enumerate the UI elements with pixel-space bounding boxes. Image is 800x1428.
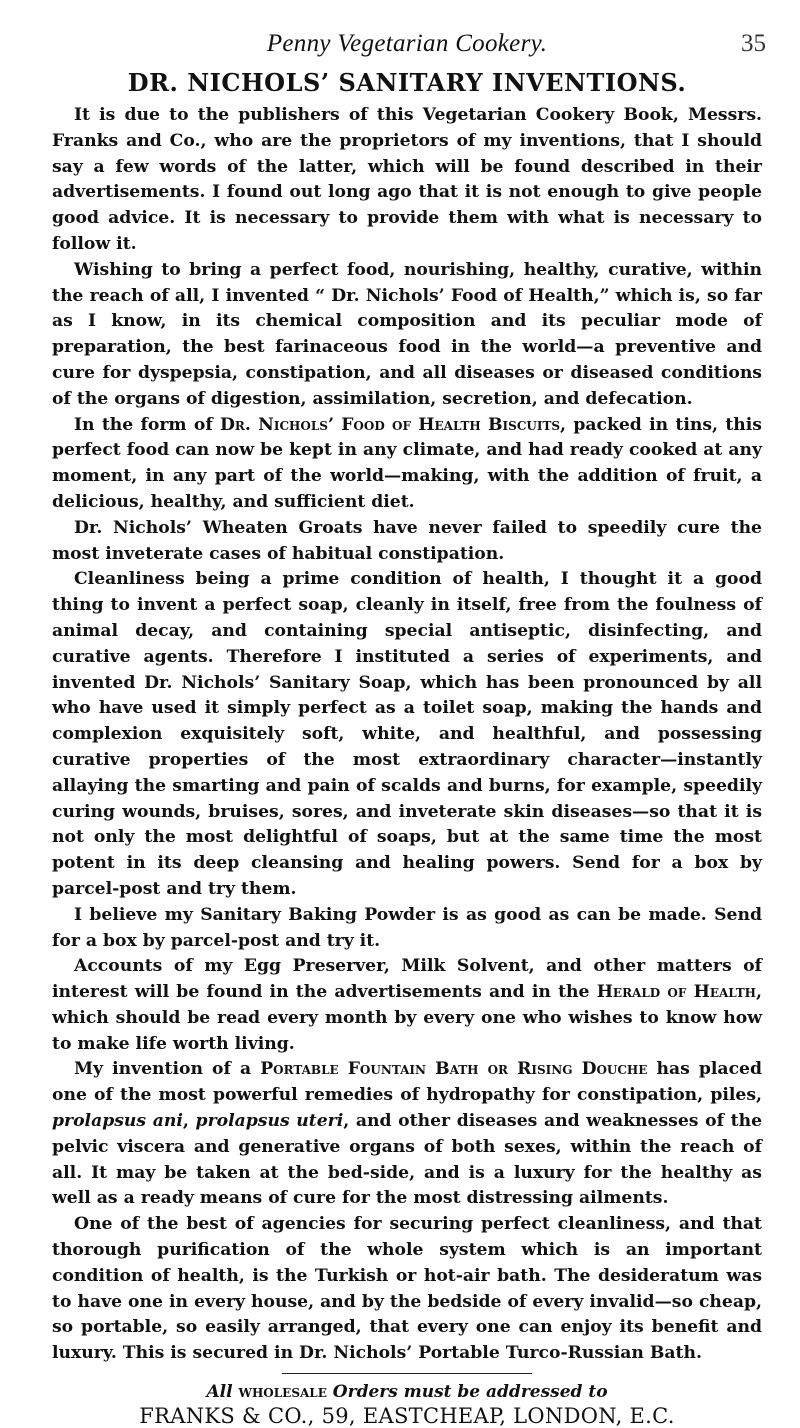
biscuits-text-start: In the form of <box>74 414 221 435</box>
bath-comma: , <box>182 1111 196 1132</box>
document-page <box>52 30 766 1428</box>
bath-text-start: My invention of a <box>74 1059 261 1080</box>
paragraph-fountain-bath <box>52 1057 762 1212</box>
paragraph-turkish-bath: One of the best of agencies for securing perfect cleanliness, and that thorough purification of the whole system which is an important condition of health, is the Turkish or hot-air bath. The desideratum was to have one in every house, and by the bedside of every invalid—so cheap, so portable, so easily arranged, that every one can enjoy its benefit and luxury. This is secured in Dr. Nichols’ Portable Turco-Russian Bath. <box>52 1214 762 1364</box>
footer-note-wholesale: wholesale <box>238 1382 327 1403</box>
term-prolapsus-ani: prolapsus ani <box>52 1111 183 1132</box>
footer-note-end: Orders must be addressed to <box>326 1382 608 1403</box>
herald-text-end: , which should be read every month by every one who wishes to know how to make life worth living. <box>52 982 762 1054</box>
bath-text-end: , and other diseases and weaknesses of the pelvic viscera and generative organs of both sexes, within the reach of all. It may be taken at the bed-side, and is a luxury for the healthy as well as a ready means of cure for the most distressing ailments. <box>52 1111 763 1209</box>
footer-address: FRANKS & CO., 59, EASTCHEAP, LONDON, E.C. <box>139 1404 675 1428</box>
running-title: Penny Vegetarian Cookery. <box>266 30 548 57</box>
page-number: 35 <box>741 30 766 57</box>
section-heading: DR. NICHOLS’ SANITARY INVENTIONS. <box>127 68 687 97</box>
herald-publication-name: Herald of Health <box>596 982 757 1003</box>
paragraph-baking-powder: I believe my Sanitary Baking Powder is as good as can be made. Send for a box by parcel-post and try it. <box>52 904 762 951</box>
body-text <box>52 103 762 1367</box>
paragraph-sanitary-soap: Cleanliness being a prime condition of health, I thought it a good thing to invent a perfect soap, cleanly in itself, free from the foulness of animal decay, and containing special antiseptic, disinfecting, and curative agents. Therefore I instituted a series of experiments, and invented Dr. Nichols’ Sanitary Soap, which has been pronounced by all who have used it simply perfect as a toilet soap, making the hands and complexion exquisitely soft, white, and healthful, and possessing curative properties of the most extraordinary character—instantly allaying the smarting and pain of scalds and burns, for example, speedily curing wounds, bruises, sores, and inveterate skin diseases—so that it is not only the most delightful of soaps, but at the same time the most potent in its deep cleansing and healing powers. Send for a box by parcel-post and try them. <box>52 569 762 899</box>
paragraph-herald-of-health <box>52 954 762 1057</box>
paragraph-biscuits <box>52 413 762 516</box>
running-head <box>52 30 766 64</box>
bath-text-middle: has placed one of the most powerful remedies of hydropathy for constipation, piles, <box>52 1059 762 1106</box>
footer-divider <box>282 1373 532 1374</box>
paragraph-food-of-health: Wishing to bring a perfect food, nourishing, healthy, curative, within the reach of all, I invented “ Dr. Nichols’ Food of Health,” which is, so far as I know, in its chemical composition and its peculiar mode of preparation, the best farinaceous food in the world—a preventive and cure for dyspepsia, constipation, and all diseases or diseased conditions of the organs of digestion, assimilation, secretion, and defecation. <box>52 259 762 409</box>
biscuits-text-end: , packed in tins, this perfect food can now be kept in any climate, and had ready cooked at any moment, in any part of the world—making, with the addition of fruit, a delicious, healthy, and sufficient diet. <box>52 414 762 512</box>
term-prolapsus-uteri: prolapsus uteri <box>195 1111 344 1132</box>
paragraph-publishers: It is due to the publishers of this Vegetarian Cookery Book, Messrs. Franks and Co., who are the proprietors of my inventions, that I should say a few words of the latter, which will be found described in their advertisements. I found out long ago that it is not enough to give people good advice. It is necessary to provide them with what is necessary to follow it. <box>52 105 762 254</box>
biscuits-product-name: Dr. Nichols’ Food of Health Biscuits <box>220 414 561 435</box>
footer-note <box>52 1382 762 1402</box>
paragraph-wheaten-groats: Dr. Nichols’ Wheaten Groats have never failed to speedily cure the most inveterate cases of habitual constipation. <box>52 517 762 564</box>
bath-product-name: Portable Fountain Bath or Rising Douche <box>260 1059 648 1080</box>
herald-text-start: Accounts of my Egg Preserver, Milk Solvent, and other matters of interest will be found in the advertisements and in the <box>52 956 762 1003</box>
footer-note-start: All <box>206 1382 239 1403</box>
